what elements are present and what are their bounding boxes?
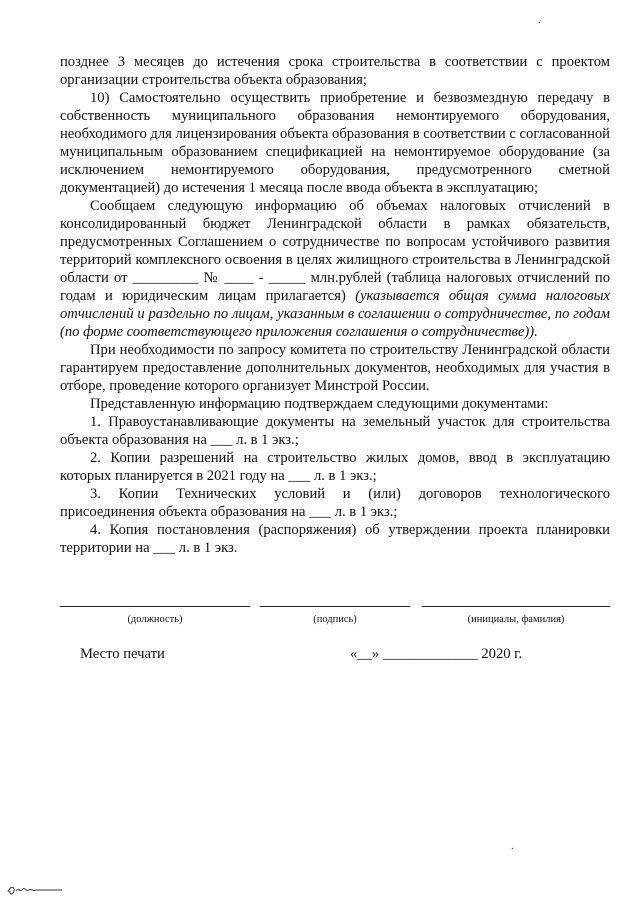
stamp-block [60,646,610,666]
signature-caption: (подпись) [313,614,357,625]
document-list-item: 3. Копии Технических условий и (или) договоров технологического присоединения объекта образования на ___ л. в 1 экз.; [60,486,610,520]
stamp-label: Место печати [80,646,165,662]
handwritten-initials-icon [6,882,66,898]
paragraph-guarantee: При необходимости по запросу комитета по строительству Ленинградской области гарантируем предоставление дополнительных документов, необходимых для участия в отборе, проведение которого организует Минстрой России. [60,342,610,394]
position-caption: (должность) [127,614,183,625]
tax-info-note: (указывается общая сумма налоговых отчислений и раздельно по лицам, указанным в соглашении о сотрудничестве, по годам (по форме соответствующего приложения соглашения о сотрудничестве)). [60,288,610,340]
name-line [422,606,610,607]
document-body [60,53,610,557]
scan-dust-icon [511,847,514,850]
date-field: «__» _____________ 2020 г. [350,646,523,662]
document-list-item: 2. Копии разрешений на строительство жилых домов, ввод в эксплуатацию которых планируется в 2021 году на ___ л. в 1 экз.; [60,450,610,484]
paragraph-continuation: позднее 3 месяцев до истечения срока строительства в соответствии с проектом организации строительства объекта образования; [60,54,610,88]
signature-line [260,606,410,607]
document-list-item: 1. Правоустанавливающие документы на земельный участок для строительства объекта образования на ___ л. в 1 экз.; [60,414,610,448]
paragraph-item-10: 10) Самостоятельно осуществить приобретение и безвозмездную передачу в собственность муниципального образования немонтируемого оборудования, необходимого для лицензирования объекта образования в соответствии с согласованной муниципальным образованием спецификацией на немонтируемое оборудование (за исключением немонтируемого оборудования, предусмотренного сметной документацией) до истечения 1 месяца после ввода объекта в эксплуатацию; [60,90,610,196]
scan-dust-icon [538,21,541,24]
tax-info-text: Сообщаем следующую информацию об объемах налоговых отчислений в консолидированный бюджет Ленинградской области в рамках обязательств, предусмотренных Соглашением о сотрудничестве по вопросам устойчивого развития территорий комплексного освоения в целях жилищного строительства в Ленинградской области от _________ № ____ - _____ млн.рублей (таблица налоговых отчислений по годам и юридическим лицам прилагается) [60,198,610,304]
position-line [60,606,250,607]
document-list-item: 4. Копия постановления (распоряжения) об утверждении проекта планировки территории на ___ л. в 1 экз. [60,522,610,556]
name-caption: (инициалы, фамилия) [467,614,565,625]
signature-block [60,606,610,636]
paragraph-tax-info [60,197,610,341]
paragraph-documents-intro: Представленную информацию подтверждаем следующими документами: [90,396,549,412]
